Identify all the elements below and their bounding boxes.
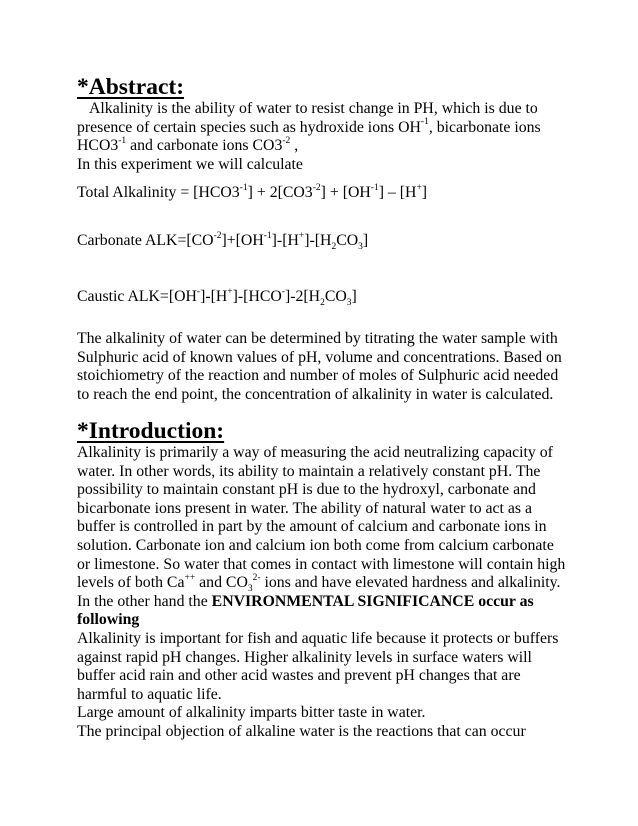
text-line: bicarbonate ions present in water. The ability of natural water to act as a	[77, 499, 533, 517]
text-line: Sulphuric acid of known values of pH, volume and concentrations. Based on	[77, 348, 562, 366]
text-line: against rapid pH changes. Higher alkalinity levels in surface waters will	[77, 648, 532, 666]
text-line: harmful to aquatic life.	[77, 685, 222, 703]
text-line: following	[77, 611, 140, 629]
text-line: In this experiment we will calculate	[77, 155, 303, 173]
total-alkalinity-formula: Total Alkalinity = $[HCO3^{-1}] + 2[CO3^{-2}] + [OH^{-1}] - [H^+]$	[77, 182, 428, 201]
text-line: to reach the end point, the concentration of alkalinity in water is calculated.	[77, 385, 554, 403]
text-line: or limestone. So water that comes in contact with limestone will contain high	[77, 555, 566, 573]
introduction-paragraph	[77, 444, 566, 742]
text-line: Large amount of alkalinity imparts bitter taste in water.	[77, 704, 426, 722]
text-line: possibility to maintain constant pH is due to the hydroxyl, carbonate and	[77, 481, 536, 499]
text-line: levels of both Ca++ and $CO_3^{2-}$ ions and have elevated hardness and alkalinity.	[77, 572, 561, 595]
abstract-heading: *Abstract:	[77, 74, 185, 100]
text-line: $HCO3^{-1}$ and carbonate ions $CO3^{-2}$ ,	[77, 135, 299, 155]
abstract-paragraph	[77, 100, 557, 174]
text-line: stoichiometry of the reaction and number of moles of Sulphuric acid needed	[77, 367, 559, 385]
introduction-heading: *Introduction:	[77, 418, 225, 444]
text-line: Alkalinity is primarily a way of measuring the acid neutralizing capacity of	[77, 444, 553, 461]
text-line: water. In other words, its ability to maintain a relatively constant pH. The	[77, 462, 541, 480]
text-line: The alkalinity of water can be determined by titrating the water sample with	[77, 330, 558, 347]
text-line: solution. Carbonate ion and calcium ion both come from calcium carbonate	[77, 536, 554, 554]
text-line: Alkalinity is important for fish and aquatic life because it protects or buffers	[77, 629, 559, 647]
text-line: buffer is controlled in part by the amount of calcium and carbonate ions in	[77, 518, 547, 536]
text-line: buffer acid rain and other acid wastes and prevent pH changes that are	[77, 667, 521, 685]
text-line: In the other hand the ENVIRONMENTAL SIGNIFICANCE occur as	[77, 592, 534, 610]
text-line: Alkalinity is the ability of water to resist change in PH, which is due to	[89, 100, 538, 117]
caustic-alk-formula: Caustic $ALK=[OH^-]-[H^+]-[HCO^-]-2[H_2CO_3]$	[77, 286, 357, 309]
text-line: presence of certain species such as hydroxide ions $OH^{-1}$, bicarbonate ions	[77, 117, 541, 136]
titration-paragraph	[77, 330, 562, 404]
carbonate-alk-formula: Carbonate $ALK=[CO^{-2}]+[OH^{-1}]-[H^+]-[H_2CO_3]$	[77, 230, 369, 253]
text-line: The principal objection of alkaline water is the reactions that can occur	[77, 722, 526, 740]
